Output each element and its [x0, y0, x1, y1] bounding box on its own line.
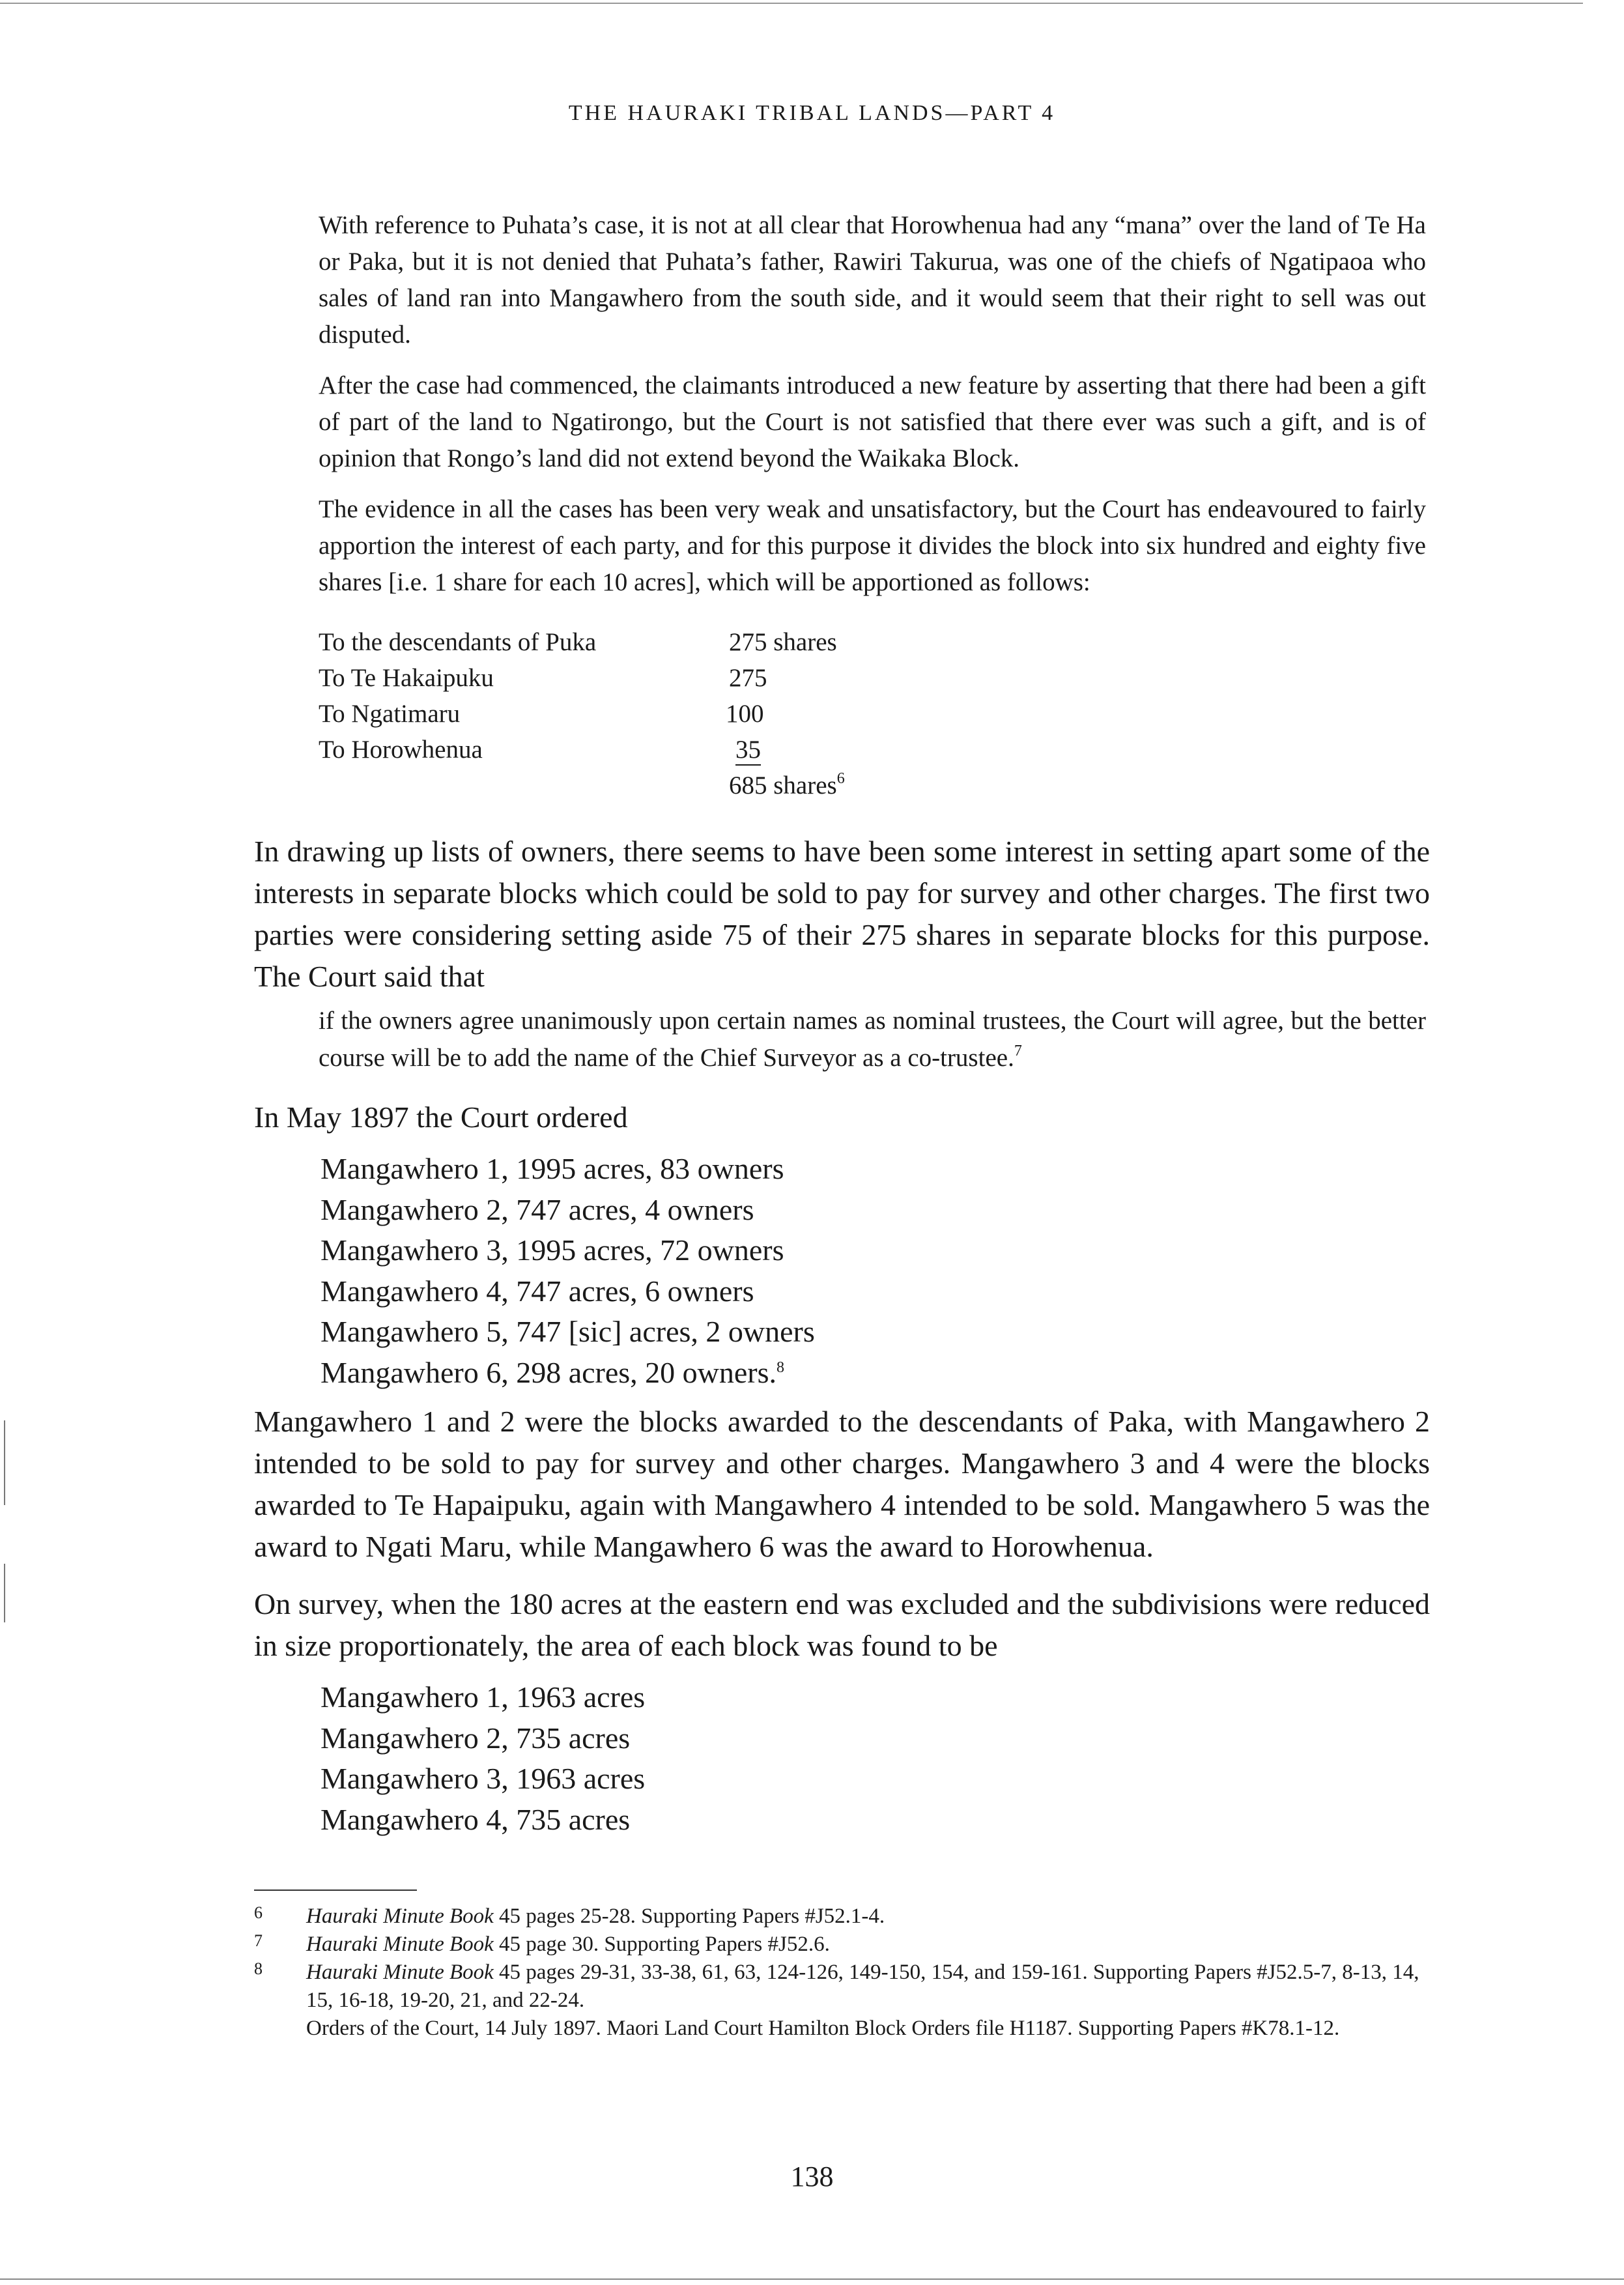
shares-value: 275 shares — [729, 628, 837, 656]
footnote-text: 45 page 30. Supporting Papers #J52.6. — [493, 1933, 830, 1956]
list-item: Mangawhero 3, 1995 acres, 72 owners — [321, 1233, 784, 1267]
footnote-continuation — [254, 2015, 1433, 2043]
shares-total-value: 685 shares — [729, 771, 837, 799]
shares-row — [319, 696, 905, 732]
shares-value: 275 — [729, 664, 767, 692]
list-item: Mangawhero 1, 1995 acres, 83 owners — [321, 1152, 784, 1185]
footnote-source: Hauraki Minute Book — [306, 1904, 494, 1928]
list-item: Mangawhero 2, 735 acres — [321, 1721, 631, 1755]
top-edge-rule — [0, 3, 1583, 4]
footnote-source: Hauraki Minute Book — [306, 1961, 494, 1984]
footnote-text: 45 pages 25-28. Supporting Papers #J52.1-4. — [493, 1904, 885, 1928]
list-item: Mangawhero 3, 1963 acres — [321, 1762, 646, 1795]
order-list — [321, 1149, 815, 1393]
list-item — [321, 1353, 815, 1394]
footnote-ref: 8 — [776, 1358, 785, 1376]
list-item: Mangawhero 4, 735 acres — [321, 1802, 631, 1836]
body-text: Mangawhero 1 and 2 were the blocks awarded to the descendants of Paka, with Mangawhero 2 intended to be sold to pay for survey and other charges. Mangawhero 3 and 4 were the blocks awarded to Te Hapaipuku, again with Mangawhero 4 intended to be sold. Mangawhero 5 was the award to Ngati Maru, while Mangawhero 6 was the award to Horowhenua. — [254, 1405, 1430, 1563]
footnotes — [254, 1903, 1433, 2043]
shares-total-row — [319, 768, 905, 803]
footnote-ref: 7 — [1014, 1042, 1022, 1059]
footnote — [254, 1959, 1433, 2015]
shares-row — [319, 624, 905, 660]
shares-row — [319, 660, 905, 696]
footnote-ref: 6 — [836, 770, 845, 787]
footnote-number: 7 — [254, 1931, 263, 1950]
list-item: Mangawhero 2, 747 acres, 4 owners — [321, 1192, 754, 1226]
footnote-source: Hauraki Minute Book — [306, 1933, 494, 1956]
page-number: 138 — [790, 2161, 834, 2192]
survey-list — [321, 1677, 645, 1840]
scan-margin-mark — [4, 1564, 5, 1622]
shares-underlined-value: 35 — [735, 736, 761, 766]
shares-value: 100 — [726, 700, 764, 728]
quote-paragraph: The evidence in all the cases has been very weak and unsatisfactory, but the Court has endeavoured to fairly apportion the interest of each party, and for this purpose it divides the block into six hundred and eighty five shares [i.e. 1 share for each 10 acres], which will be apportioned as follows: — [319, 495, 1426, 596]
shares-table — [319, 624, 905, 803]
list-item: Mangawhero 1, 1963 acres — [321, 1680, 646, 1714]
list-item: Mangawhero 4, 747 acres, 6 owners — [321, 1274, 754, 1308]
footnote — [254, 1931, 1433, 1959]
body-paragraph — [254, 1583, 1430, 1667]
body-text: In drawing up lists of owners, there seems to have been some interest in setting apart some of the interests in separate blocks which could be sold to pay for survey and other charges. The first two parties were considering setting aside 75 of their 275 shares in separate blocks for this purpose. The Court said that — [254, 835, 1430, 993]
scan-margin-mark — [4, 1420, 5, 1505]
running-head: THE HAURAKI TRIBAL LANDS—PART 4 — [568, 101, 1056, 125]
footnote-number: 6 — [254, 1903, 263, 1922]
quote-paragraph: With reference to Puhata’s case, it is not at all clear that Horowhenua had any “mana” over the land of Te Ha or Paka, but it is not denied that Puhata’s father, Rawiri Takurua, was one of the chiefs of Ngatipaoa who sales of land ran into Mangawhero from the south side, and it would seem that their right to sell was out disputed. — [319, 211, 1426, 349]
shares-party: To the descendants of Puka — [319, 628, 597, 656]
body-paragraph — [254, 831, 1430, 998]
footnote-text: 45 pages 29-31, 33-38, 61, 63, 124-126, 149-150, 154, and 159-161. Supporting Papers #J52.5-7, 8-13, 14, 15, 16-18, 19-20, 21, and 22-24. — [306, 1961, 1419, 2012]
shares-total — [729, 768, 845, 803]
shares-row — [319, 732, 905, 768]
inner-quote — [319, 1002, 1426, 1076]
body-paragraph — [254, 1401, 1430, 1568]
body-text: On survey, when the 180 acres at the eastern end was excluded and the subdivisions were reduced in size proportionately, the area of each block was found to be — [254, 1587, 1430, 1662]
shares-party: To Te Hakaipuku — [319, 664, 494, 692]
quote-paragraph: After the case had commenced, the claimants introduced a new feature by asserting that there had been a gift of part of the land to Ngatirongo, but the Court is not satisfied that there ever was such a gift, and is of opinion that Rongo’s land did not extend beyond the Waikaka Block. — [319, 371, 1426, 472]
block-quote — [319, 207, 1426, 615]
footnote — [254, 1903, 1433, 1931]
list-item: Mangawhero 5, 747 [sic] acres, 2 owners — [321, 1315, 815, 1348]
footnote-text: Orders of the Court, 14 July 1897. Maori Land Court Hamilton Block Orders file H1187. Supporting Papers #K78.1-12. — [306, 2017, 1340, 2040]
body-text: In May 1897 the Court ordered — [254, 1100, 628, 1134]
shares-party: To Horowhenua — [319, 736, 483, 764]
bottom-edge-rule — [0, 2278, 1624, 2280]
shares-value — [735, 732, 761, 768]
body-paragraph — [254, 1097, 1430, 1138]
footnote-divider — [254, 1890, 417, 1891]
list-item-text: Mangawhero 6, 298 acres, 20 owners. — [321, 1355, 777, 1389]
inner-quote-text: if the owners agree unanimously upon certain names as nominal trustees, the Court will agree, but the better course will be to add the name of the Chief Surveyor as a co-trustee. — [319, 1007, 1426, 1072]
shares-party: To Ngatimaru — [319, 700, 461, 728]
footnote-number: 8 — [254, 1959, 263, 1978]
